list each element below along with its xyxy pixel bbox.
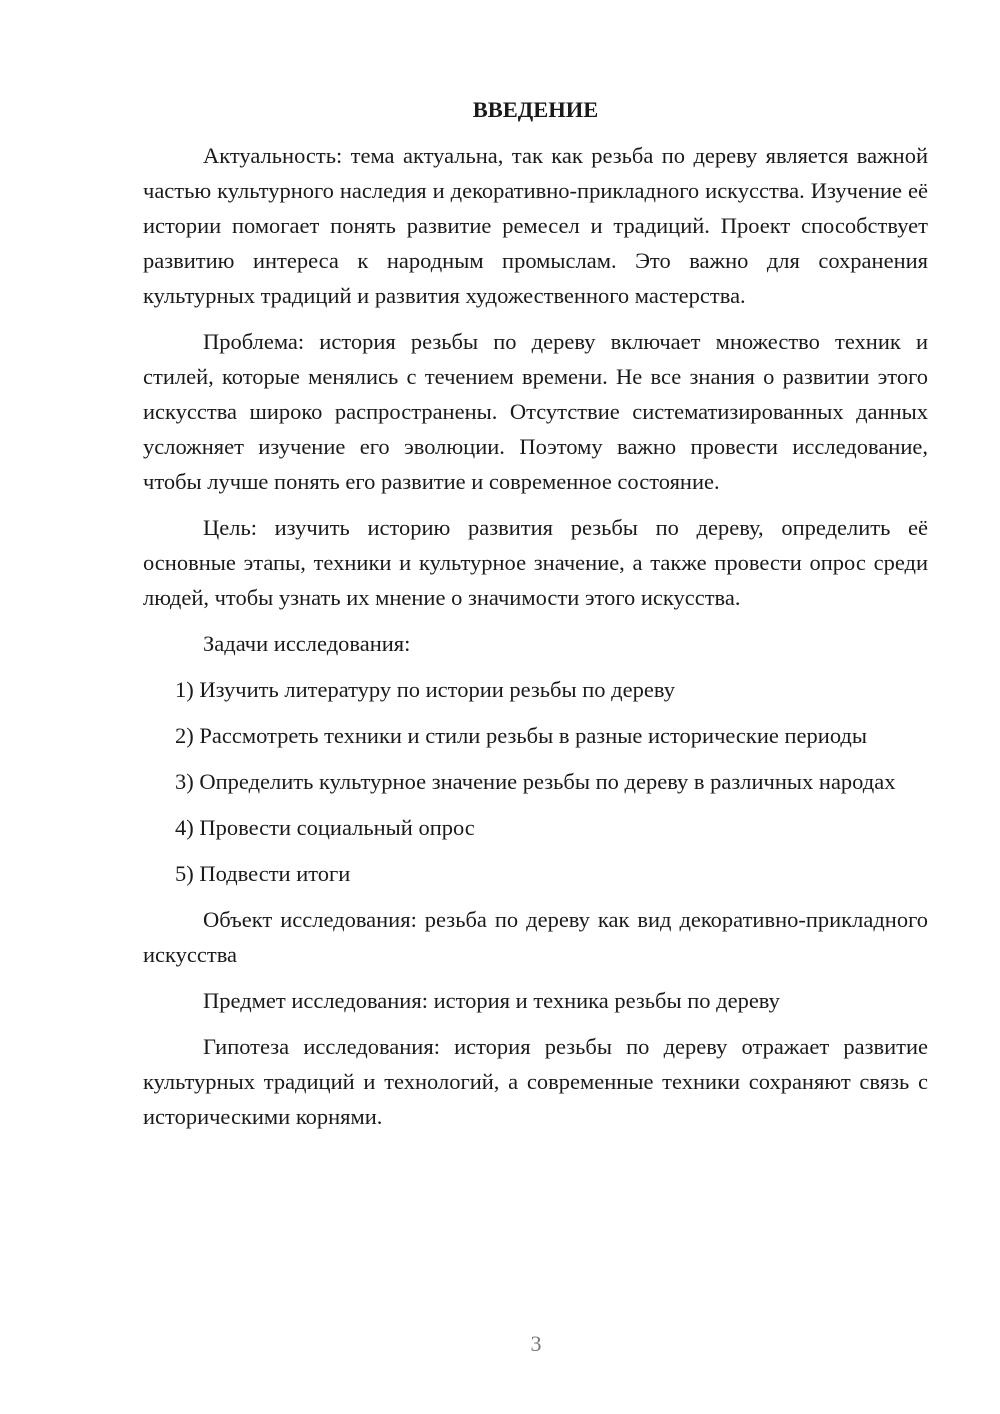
page-content [143,92,928,1145]
section-title: ВВЕДЕНИЕ [472,97,599,122]
task-item: 4) Провести социальный опрос [175,815,475,840]
task-item: 5) Подвести итоги [175,861,351,886]
tasks-heading: Задачи исследования: [203,631,411,656]
task-item: 1) Изучить литературу по истории резьбы по дереву [175,677,675,702]
task-item: 3) Определить культурное значение резьбы по дереву в различных народах [175,769,896,794]
task-item: 2) Рассмотреть техники и стили резьбы в разные исторические периоды [175,723,867,748]
paragraph-problem: Проблема: история резьбы по дереву включает множество техник и стилей, которые менялись с течением времени. Не все знания о развитии этого искусства широко распространены. Отсутствие систематизированных данных усложняет изучение его эволюции. Поэтому важно провести исследование, чтобы лучше понять его развитие и современное состояние. [143,329,928,494]
paragraph-hypothesis: Гипотеза исследования: история резьбы по дереву отражает развитие культурных традиций и технологий, а современные техники сохраняют связь с историческими корнями. [143,1034,928,1129]
page-number: 3 [530,1331,542,1356]
paragraph-goal: Цель: изучить историю развития резьбы по дереву, определить её основные этапы, техники и культурное значение, а также провести опрос среди людей, чтобы узнать их мнение о значимости этого искусства. [143,515,928,610]
paragraph-relevance: Актуальность: тема актуальна, так как резьба по дереву является важной частью культурного наследия и декоративно-прикладного искусства. Изучение её истории помогает понять развитие ремесел и традиций. Проект способствует развитию интереса к народным промыслам. Это важно для сохранения культурных традиций и развития художественного мастерства. [143,143,928,308]
paragraph-object: Объект исследования: резьба по дереву как вид декоративно-прикладного искусства [143,907,928,967]
paragraph-subject: Предмет исследования: история и техника резьбы по дереву [203,988,780,1013]
